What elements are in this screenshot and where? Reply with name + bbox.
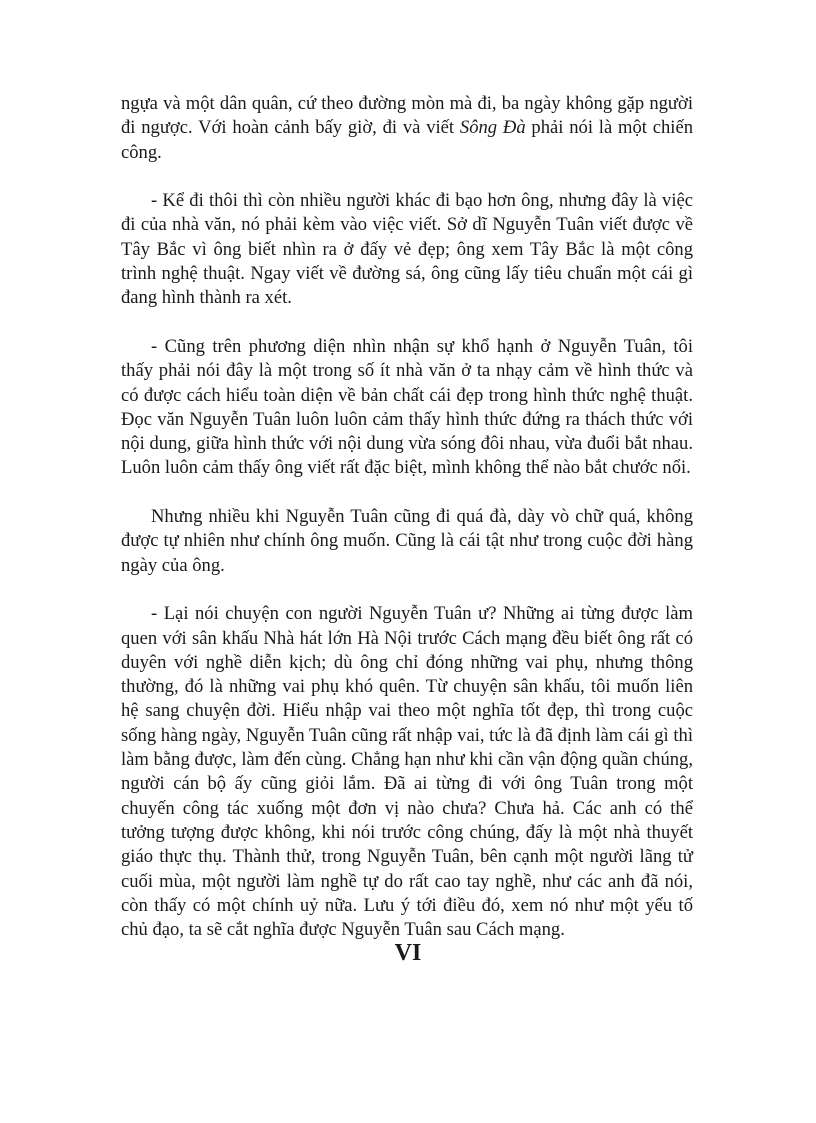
paragraph-3: - Cũng trên phương diện nhìn nhận sự khổ hạnh ở Nguyễn Tuân, tôi thấy phải nói đây là một trong số ít nhà văn ở ta nhạy cảm về hình thức và có được cách hiểu toàn diện về bản chất cái đẹp trong hình thức nghệ thuật. Đọc văn Nguyễn Tuân luôn luôn cảm thấy hình thức đứng ra thách thức với nội dung, giữa hình thức với nội dung vừa sóng đôi nhau, vừa đuổi bắt nhau. Luôn luôn cảm thấy ông viết rất đặc biệt, mình không thể nào bắt chước nổi. [121,335,693,479]
paragraph-4: Nhưng nhiều khi Nguyễn Tuân cũng đi quá đà, dày vò chữ quá, không được tự nhiên như chính ông muốn. Cũng là cái tật như trong cuộc đời hàng ngày của ông. [121,506,693,576]
document-body [121,92,693,942]
paragraph-1-text-end: phải nói là một chiến công. [121,117,694,163]
paragraph-1-text-start: ngựa và một dân quân, cứ theo đường mòn mà đi, ba ngày không gặp người đi ngược. Với hoàn cảnh bấy giờ, đi và viết [121,93,693,139]
paragraph-5: - Lại nói chuyện con người Nguyễn Tuân ư? Những ai từng được làm quen với sân khấu Nhà hát lớn Hà Nội trước Cách mạng đều biết ông rất có duyên với nghề diễn kịch; dù ông chỉ đóng những vai phụ, nhưng thông thường, đó là những vai phụ khó quên. Từ chuyện sân khấu, tôi muốn liên hệ sang chuyện đời. Hiểu nhập vai theo một nghĩa tốt đẹp, thì trong cuộc sống hàng ngày, Nguyễn Tuân cũng rất nhập vai, tức là đã định làm cái gì thì làm bằng được, làm đến cùng. Chẳng hạn như khi cần vận động quần chúng, người cán bộ ấy cũng giỏi lắm. Đã ai từng đi với ông Tuân trong một chuyến công tác xuống một đơn vị nào chưa? Chưa hả. Các anh có thể tưởng tượng được không, khi nói trước công chúng, đấy là một nhà thuyết giáo thực thụ. Thành thử, trong Nguyễn Tuân, bên cạnh một người lãng tử cuối mùa, một người làm nghề tự do rất cao tay nghề, như các anh đã nói, còn thấy có một chính uỷ nữa. Lưu ý tới điều đó, xem nó như một yếu tố chủ đạo, ta sẽ cắt nghĩa được Nguyễn Tuân sau Cách mạng. [121,603,693,941]
work-title-song-da: Sông Đà [459,117,526,139]
section-heading: VI [394,940,422,966]
paragraph-2: - Kể đi thôi thì còn nhiều người khác đi bạo hơn ông, nhưng đây là việc đi của nhà văn, nó phải kèm vào việc viết. Sở dĩ Nguyễn Tuân viết được về Tây Bắc vì ông biết nhìn ra ở đấy vẻ đẹp; ông xem Tây Bắc là một công trình nghệ thuật. Ngay viết về đường sá, ông cũng lấy tiêu chuẩn một cái gì đang hình thành ra xét. [121,190,693,309]
paragraph-1 [121,92,693,165]
